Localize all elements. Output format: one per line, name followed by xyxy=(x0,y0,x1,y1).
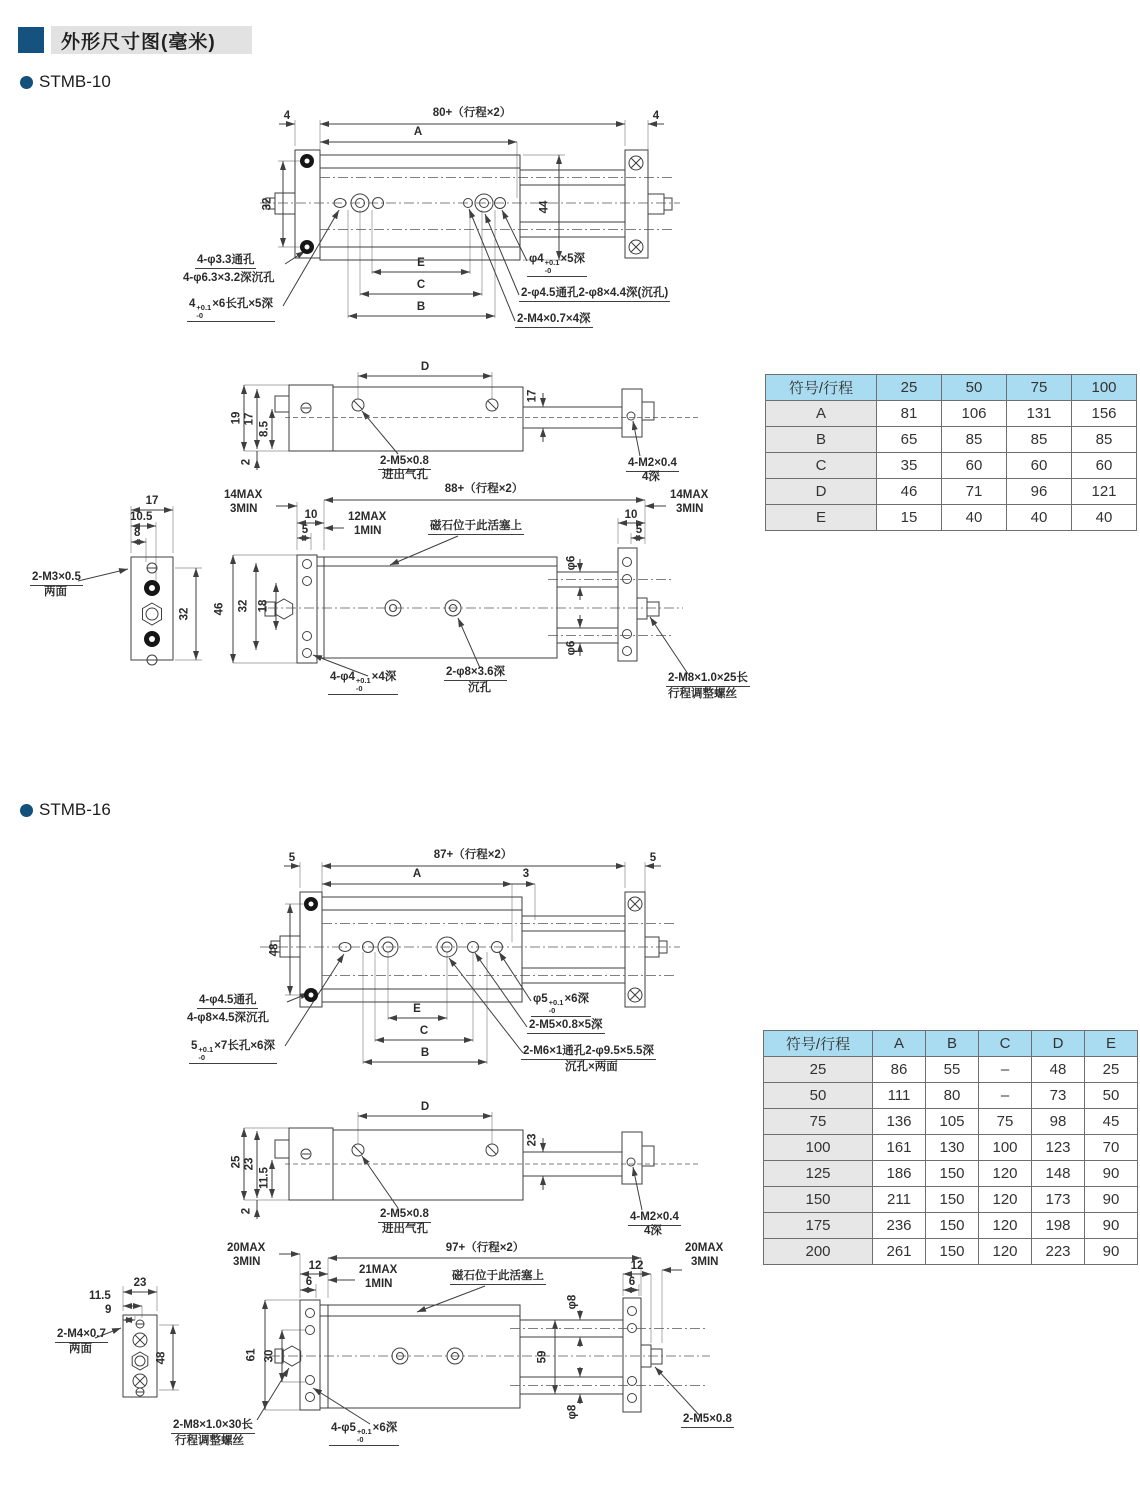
dim-18: 18 xyxy=(257,599,270,613)
table-cell: 261 xyxy=(873,1239,926,1265)
dim-46: 46 xyxy=(213,602,226,616)
annotation-rod-depth: 4深 xyxy=(642,471,660,483)
dim-phi6-top: φ6 xyxy=(565,555,578,571)
table-row-label: 175 xyxy=(764,1213,873,1239)
table-row-label: C xyxy=(766,453,877,479)
dim-phi8-top: φ8 xyxy=(566,1294,579,1310)
table-cell: 90 xyxy=(1085,1213,1138,1239)
annotation-counterbore: 2-φ8×3.6深 xyxy=(444,666,507,681)
table-cell: 148 xyxy=(1032,1161,1085,1187)
dim-12max: 12MAX xyxy=(348,511,387,523)
dim-total-length: 97+（行程×2） xyxy=(445,1242,525,1254)
dim-10-5: 10.5 xyxy=(130,511,153,523)
table-cell: 73 xyxy=(1032,1083,1085,1109)
dim-D: D xyxy=(420,1101,430,1113)
dim-23-width: 23 xyxy=(133,1277,147,1289)
dim-phi8-bottom: φ8 xyxy=(566,1404,579,1420)
dim-59: 59 xyxy=(536,1350,549,1364)
annotation-port-text: 进出气孔 xyxy=(382,469,428,481)
dim-3min: 3MIN xyxy=(233,1256,261,1268)
table-row xyxy=(764,1083,1138,1109)
table-header-cell: B xyxy=(926,1031,979,1057)
annotation-port-thread: 2-M5×0.8 xyxy=(378,1208,431,1223)
dim-25: 25 xyxy=(230,1155,243,1169)
dim-30: 30 xyxy=(263,1349,276,1363)
stmb10-dimension-table xyxy=(765,374,1137,531)
annotation-adjust-screw-text: 行程调整螺丝 xyxy=(175,1435,244,1447)
annotation-side-thread: 2-M3×0.5 xyxy=(30,571,83,586)
table-cell: 40 xyxy=(942,505,1007,531)
table-cell: 120 xyxy=(979,1213,1032,1239)
dim-total-length: 87+（行程×2） xyxy=(433,849,513,861)
dim-total-length: 88+（行程×2） xyxy=(444,483,524,495)
dim-11-5: 11.5 xyxy=(258,1167,271,1189)
dim-2: 2 xyxy=(240,458,253,466)
table-row-label: 125 xyxy=(764,1161,873,1187)
dim-5-right: 5 xyxy=(649,852,657,864)
table-cell: 156 xyxy=(1072,401,1137,427)
dim-5-left: 5 xyxy=(288,852,296,864)
table-cell: 120 xyxy=(979,1187,1032,1213)
table-row xyxy=(764,1213,1138,1239)
annotation-side-thread: 2-M4×0.7 xyxy=(55,1328,108,1343)
stmb16-front-view xyxy=(135,840,705,1085)
table-row-label: D xyxy=(766,479,877,505)
annotation-both-faces: 沉孔×两面 xyxy=(565,1061,618,1073)
annotation-counterbore-text: 沉孔 xyxy=(468,682,491,694)
section-stmb10 xyxy=(20,72,111,92)
table-cell: 48 xyxy=(1032,1057,1085,1083)
table-cell: 150 xyxy=(926,1161,979,1187)
table-cell: 65 xyxy=(877,427,942,453)
dim-12-left: 12 xyxy=(308,1260,322,1272)
annotation-tapped-holes: 2-M4×0.7×4深 xyxy=(515,313,593,328)
table-cell: 40 xyxy=(1007,505,1072,531)
table-cell: 40 xyxy=(1072,505,1137,531)
annotation-magnet: 磁石位于此活塞上 xyxy=(428,520,524,535)
table-row-label: 50 xyxy=(764,1083,873,1109)
table-cell: 45 xyxy=(1085,1109,1138,1135)
table-cell: 35 xyxy=(877,453,942,479)
table-row-label: 150 xyxy=(764,1187,873,1213)
dim-32: 32 xyxy=(261,197,274,211)
table-cell: 90 xyxy=(1085,1187,1138,1213)
table-cell: 131 xyxy=(1007,401,1072,427)
stmb10-front-view xyxy=(135,98,705,356)
table-cell: 96 xyxy=(1007,479,1072,505)
table-row-label: A xyxy=(766,401,877,427)
table-cell: 105 xyxy=(926,1109,979,1135)
table-cell: 198 xyxy=(1032,1213,1085,1239)
dim-3: 3 xyxy=(522,868,530,880)
table-cell: 211 xyxy=(873,1187,926,1213)
dim-8-5: 8.5 xyxy=(258,421,271,437)
table-cell: 50 xyxy=(1085,1083,1138,1109)
dim-C: C xyxy=(416,279,426,291)
annotation-adjust-screw: 2-M8×1.0×25长 xyxy=(666,672,750,687)
dim-19: 19 xyxy=(230,411,243,425)
page-title-bar xyxy=(18,26,252,54)
table-row-label: 200 xyxy=(764,1239,873,1265)
dim-44: 44 xyxy=(538,200,551,214)
dim-D: D xyxy=(420,361,430,373)
section-label: STMB-10 xyxy=(39,72,111,91)
annotation-slot-hole: 4 +0.1 -0 ×6长孔×5深 xyxy=(189,298,273,320)
dim-32-height: 32 xyxy=(178,607,191,621)
table-cell: 86 xyxy=(873,1057,926,1083)
annotation-port-thread: 2-M5×0.8 xyxy=(681,1413,734,1428)
dim-12-right: 12 xyxy=(630,1260,644,1272)
table-cell: 136 xyxy=(873,1109,926,1135)
stmb16-side-view xyxy=(230,1098,710,1243)
table-cell: 161 xyxy=(873,1135,926,1161)
stmb10-bottom-view xyxy=(128,478,808,713)
table-cell: 223 xyxy=(1032,1239,1085,1265)
table-cell: 100 xyxy=(979,1135,1032,1161)
table-row-label: 25 xyxy=(764,1057,873,1083)
dim-E: E xyxy=(413,1003,421,1015)
table-cell: 85 xyxy=(1007,427,1072,453)
annotation-rod-thread: 4-M2×0.4 xyxy=(628,1211,681,1226)
table-row xyxy=(764,1057,1138,1083)
dim-E: E xyxy=(417,257,425,269)
dim-10-right: 10 xyxy=(624,509,638,521)
table-header-cell: E xyxy=(1085,1031,1138,1057)
table-row xyxy=(764,1109,1138,1135)
dim-48-height: 48 xyxy=(155,1351,168,1365)
section-label: STMB-16 xyxy=(39,800,111,819)
dim-2: 2 xyxy=(240,1207,253,1215)
table-cell: 15 xyxy=(877,505,942,531)
table-cell: 81 xyxy=(877,401,942,427)
table-row-label: 100 xyxy=(764,1135,873,1161)
dim-10-left: 10 xyxy=(304,509,318,521)
table-header-cell: C xyxy=(979,1031,1032,1057)
table-cell: 120 xyxy=(979,1239,1032,1265)
table-header-cell: 符号/行程 xyxy=(764,1031,873,1057)
table-row xyxy=(764,1135,1138,1161)
table-row xyxy=(766,401,1137,427)
dim-B: B xyxy=(416,301,426,313)
title-square-icon xyxy=(18,27,44,53)
stmb16-dimension-table xyxy=(763,1030,1138,1265)
annotation-through-holes: 4-φ4.5通孔 xyxy=(197,994,258,1009)
dim-4-left: 4 xyxy=(283,110,291,122)
annotation-through-holes: 4-φ3.3通孔 xyxy=(195,254,256,269)
table-body xyxy=(764,1057,1138,1265)
table-row xyxy=(766,453,1137,479)
section-stmb16 xyxy=(20,800,111,820)
dim-14max-right: 14MAX xyxy=(670,489,709,501)
table-cell: 123 xyxy=(1032,1135,1085,1161)
dim-20max: 20MAX xyxy=(227,1242,266,1254)
table-cell: 120 xyxy=(979,1161,1032,1187)
dim-5-left: 5 xyxy=(301,524,309,536)
dim-9: 9 xyxy=(105,1304,112,1316)
table-cell: 98 xyxy=(1032,1109,1085,1135)
table-cell: 85 xyxy=(942,427,1007,453)
annotation-rod-depth: 4深 xyxy=(644,1225,662,1237)
table-cell: 46 xyxy=(877,479,942,505)
table-cell: 186 xyxy=(873,1161,926,1187)
dim-23-right: 23 xyxy=(526,1133,539,1147)
page-title: 外形尺寸图(毫米) xyxy=(51,26,252,54)
dim-phi6-bottom: φ6 xyxy=(565,640,578,656)
table-cell: 111 xyxy=(873,1083,926,1109)
dim-8: 8 xyxy=(134,527,141,539)
dim-21max: 21MAX xyxy=(359,1264,398,1276)
annotation-locating-holes: 4-φ4 +0.1 -0 ×4深 xyxy=(330,671,397,693)
table-row-label: B xyxy=(766,427,877,453)
table-cell: 236 xyxy=(873,1213,926,1239)
dim-11-5: 11.5 xyxy=(89,1290,111,1302)
annotation-port-thread: 2-M5×0.8 xyxy=(378,455,431,470)
table-row-label: E xyxy=(766,505,877,531)
dim-total-length: 80+（行程×2） xyxy=(432,107,512,119)
table-header-cell: 25 xyxy=(877,375,942,401)
dim-3min-right: 3MIN xyxy=(691,1256,719,1268)
table-header-cell: A xyxy=(873,1031,926,1057)
annotation-both-faces: 两面 xyxy=(69,1343,92,1355)
table-row xyxy=(764,1161,1138,1187)
table-cell: 150 xyxy=(926,1213,979,1239)
annotation-port-text: 进出气孔 xyxy=(382,1223,428,1235)
dim-A: A xyxy=(412,868,422,880)
dim-48: 48 xyxy=(268,943,281,957)
table-cell: 75 xyxy=(979,1109,1032,1135)
dim-6-left: 6 xyxy=(305,1276,313,1288)
table-cell: 60 xyxy=(942,453,1007,479)
dim-6-right: 6 xyxy=(628,1276,636,1288)
table-header-row xyxy=(764,1031,1138,1057)
dim-1min: 1MIN xyxy=(354,525,382,537)
table-header-cell: 100 xyxy=(1072,375,1137,401)
table-cell: 60 xyxy=(1072,453,1137,479)
dim-14max: 14MAX xyxy=(224,489,263,501)
table-cell: 85 xyxy=(1072,427,1137,453)
table-cell: – xyxy=(979,1057,1032,1083)
annotation-through-cbore: 2-φ4.5通孔2-φ8×4.4深(沉孔) xyxy=(519,287,670,302)
dim-3min: 3MIN xyxy=(230,503,258,515)
table-header-cell: 符号/行程 xyxy=(766,375,877,401)
annotation-slot-hole: 5 +0.1 -0 ×7长孔×6深 xyxy=(191,1040,275,1062)
table-header-cell: D xyxy=(1032,1031,1085,1057)
dim-C: C xyxy=(419,1025,429,1037)
annotation-tapped-holes: 2-M5×0.8×5深 xyxy=(527,1019,605,1034)
table-cell: 106 xyxy=(942,401,1007,427)
dim-4-right: 4 xyxy=(652,110,660,122)
annotation-pin-hole: φ5 +0.1 -0 ×6深 xyxy=(533,993,590,1015)
table-header-cell: 50 xyxy=(942,375,1007,401)
dim-5-right: 5 xyxy=(635,524,643,536)
table-cell: 130 xyxy=(926,1135,979,1161)
annotation-adjust-screw: 2-M8×1.0×30长 xyxy=(171,1419,255,1434)
table-header-cell: 75 xyxy=(1007,375,1072,401)
dim-20max-right: 20MAX xyxy=(685,1242,724,1254)
annotation-adjust-screw-text: 行程调整螺丝 xyxy=(668,688,737,700)
dim-B: B xyxy=(420,1047,430,1059)
dim-61: 61 xyxy=(245,1348,258,1362)
annotation-pin-hole: φ4 +0.1 -0 ×5深 xyxy=(529,253,586,275)
table-cell: 55 xyxy=(926,1057,979,1083)
table-cell: 70 xyxy=(1085,1135,1138,1161)
dim-3min-right: 3MIN xyxy=(676,503,704,515)
table-cell: 150 xyxy=(926,1239,979,1265)
annotation-counterbore: 4-φ8×4.5深沉孔 xyxy=(187,1012,270,1024)
table-cell: – xyxy=(979,1083,1032,1109)
dim-32: 32 xyxy=(237,599,250,613)
table-row xyxy=(766,427,1137,453)
table-cell: 80 xyxy=(926,1083,979,1109)
annotation-magnet: 磁石位于此活塞上 xyxy=(450,1270,546,1285)
dim-17-width: 17 xyxy=(145,495,159,507)
table-body xyxy=(766,401,1137,531)
table-row xyxy=(764,1187,1138,1213)
dim-23: 23 xyxy=(243,1157,256,1171)
dim-17-right: 17 xyxy=(526,389,539,403)
annotation-counterbore: 4-φ6.3×3.2深沉孔 xyxy=(183,272,275,284)
table-cell: 90 xyxy=(1085,1239,1138,1265)
table-cell: 121 xyxy=(1072,479,1137,505)
table-cell: 150 xyxy=(926,1187,979,1213)
annotation-through-cbore: 2-M6×1通孔2-φ9.5×5.5深 xyxy=(521,1045,656,1060)
table-cell: 173 xyxy=(1032,1187,1085,1213)
annotation-both-faces: 两面 xyxy=(44,586,67,598)
table-row xyxy=(766,505,1137,531)
dim-A: A xyxy=(413,126,423,138)
table-cell: 25 xyxy=(1085,1057,1138,1083)
table-cell: 71 xyxy=(942,479,1007,505)
dim-17: 17 xyxy=(243,412,256,426)
table-row xyxy=(766,479,1137,505)
table-cell: 90 xyxy=(1085,1161,1138,1187)
bullet-icon xyxy=(20,804,33,817)
stmb16-bottom-view xyxy=(165,1240,845,1504)
table-row-label: 75 xyxy=(764,1109,873,1135)
table-cell: 60 xyxy=(1007,453,1072,479)
annotation-rod-thread: 4-M2×0.4 xyxy=(626,457,679,472)
table-header-row xyxy=(766,375,1137,401)
annotation-locating-holes: 4-φ5 +0.1 -0 ×6深 xyxy=(331,1422,398,1444)
dim-1min: 1MIN xyxy=(365,1278,393,1290)
stmb10-side-view xyxy=(230,358,710,483)
bullet-icon xyxy=(20,76,33,89)
